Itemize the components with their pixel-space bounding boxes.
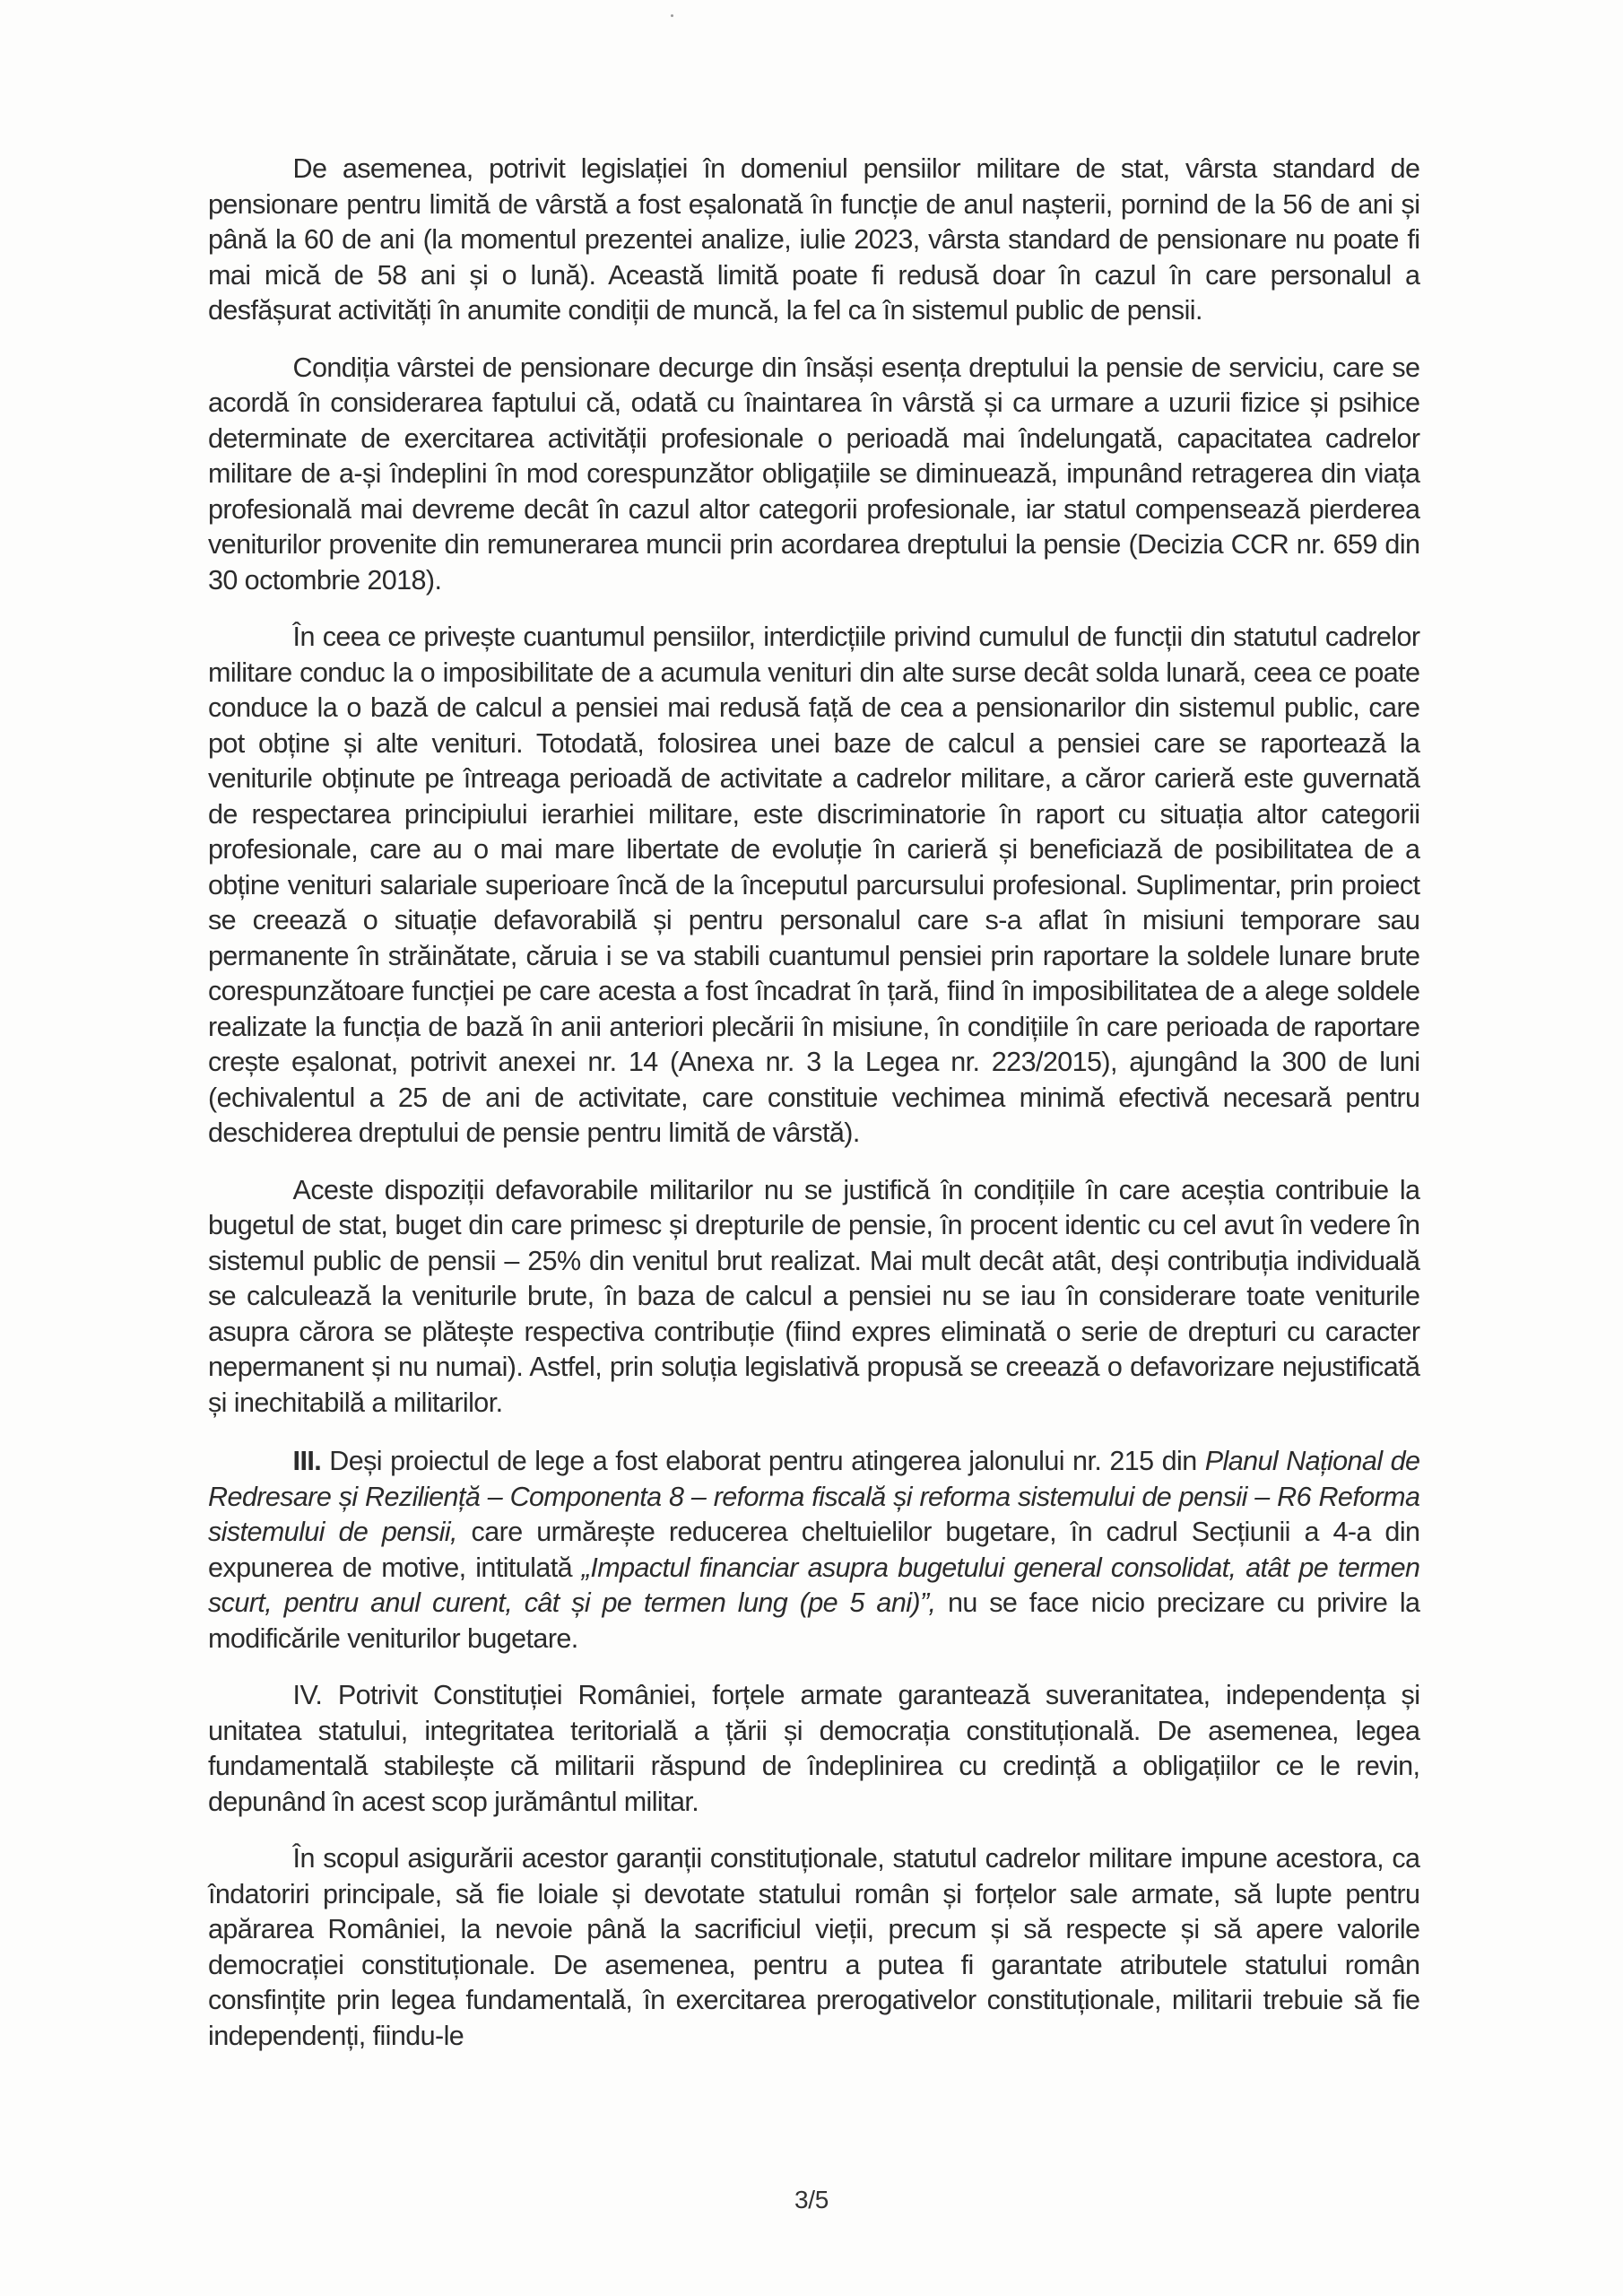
document-body (208, 151, 1438, 2074)
section-iii-text-1: Deși proiectul de lege a fost elaborat pentru atingerea jalonului nr. 215 din (321, 1445, 1205, 1476)
scan-speck (671, 14, 673, 17)
paragraph-pension-amount: În ceea ce privește cuantumul pensiilor, interdicțiile privind cumulul de funcții din statutul cadrelor militare conduc la o imposibilitate de a acumula venituri din alte surse decât solda lunară, ceea ce poate conduce la o bază de calcul a pensiei mai redusă față de cea a pensionarilor din sistemul public, care pot obține și alte venituri. Totodată, folosirea unei baze de calcul a pensiei care se raportează la veniturile obținute pe întreaga perioadă de activitate a cadrelor militare, a căror carieră este guvernată de respectarea principiului ierarhiei militare, este discriminatorie în raport cu situația altor categorii profesionale, care au o mai mare libertate de evoluție în carieră și beneficiază de posibilitatea de a obține venituri salariale superioare încă de la începutul parcursului profesional. Suplimentar, prin proiect se creează o situație defavorabilă și pentru personalul care s-a aflat în misiuni temporare sau permanente în străinătate, căruia i se va stabili cuantumul pensiei prin raportare la soldele lunare brute corespunzătoare funcției pe care acesta a fost încadrat în țară, fiind în imposibilitatea de a alege soldele realizate la funcția de bază în anii anteriori plecării în misiune, în condițiile în care perioada de raportare crește eșalonat, potrivit anexei nr. 14 (Anexa nr. 3 la Legea nr. 223/2015), ajungând la 300 de luni (echivalentul a 25 de ani de activitate, care constituie vechimea minimă efectivă necesară pentru deschiderea dreptului de pensie pentru limită de vârstă). (208, 621, 1420, 1148)
paragraph-age-condition: Condiția vârstei de pensionare decurge din însăși esența dreptului la pensie de serviciu, care se acordă în considerarea faptului că, odată cu înaintarea în vârstă și ca urmare a uzurii fizice și psihice determinate de exercitarea activității profesionale o perioadă mai îndelungată, capacitatea cadrelor militare de a-și îndeplini în mod corespunzător obligațiile se diminuează, impunând retragerea din viața profesională mai devreme decât în cazul altor categorii profesionale, iar statul compensează pierderea veniturilor provenite din remunerarea muncii prin acordarea dreptului la pensie (Decizia CCR nr. 659 din 30 octombrie 2018). (208, 351, 1420, 596)
section-iii-italic-1: Planul Național de Redresare și Reziliență – Componenta 8 – reforma fiscală și reforma sistemului de pensii – R6 Reforma sistemului de pensii, (208, 1445, 1420, 1547)
page-number: 3/5 (794, 2186, 829, 2213)
section-number-iv: IV. (292, 1679, 323, 1710)
section-number-iii: III. (292, 1445, 322, 1476)
paragraph-unfavorable-provisions: Aceste dispoziții defavorabile militarilor nu se justifică în condițiile în care aceștia contribuie la bugetul de stat, buget din care primesc și drepturile de pensie, în procent identic cu cel avut în vedere în sistemul public de pensii – 25% din venitul brut realizat. Mai mult decât atât, deși contribuția individuală se calculează la veniturile brute, în baza de calcul a pensiei nu se iau în considerare toate veniturile asupra cărora se plătește respectiva contribuție (fiind expres eliminată o serie de drepturi cu caracter nepermanent și nu numai). Astfel, prin soluția legislativă propusă se creează o defavorizare nejustificată și inechitabilă a militarilor. (208, 1173, 1420, 1418)
section-iii-italic-2: „Impactul financiar asupra bugetului general consolidat, atât pe termen scurt, pentru anul curent, cât și pe termen lung (pe 5 ani)”, (208, 1551, 1420, 1618)
paragraph-pensionable-age: De asemenea, potrivit legislației în domeniul pensiilor militare de stat, vârsta standard de pensionare pentru limită de vârstă a fost eșalonată în funcție de anul nașterii, pornind de la 56 de ani și până la 60 de ani (la momentul prezentei analize, iulie 2023, vârsta standard de pensionare nu poate fi mai mică de 58 ani și o lună). Această limită poate fi redusă doar în cazul în care personalul a desfășurat activități în anumite condiții de muncă, la fel ca în sistemul public de pensii. (208, 152, 1420, 326)
paragraph-section-iii (208, 1443, 1419, 1656)
section-iii-text-2: care urmărește reducerea cheltuielilor bugetare, în cadrul Secțiunii a 4-a din expunerea de motive, intitulată (208, 1516, 1420, 1583)
paragraph-constitutional-guarantees: În scopul asigurării acestor garanții constituționale, statutul cadrelor militare impune acestora, ca îndatoriri principale, să fie loiale și devotate statului român și forțelor sale armate, să lupte pentru apărarea României, la nevoie până la sacrificiul vieții, precum și să respecte și să apere valorile democrației constituționale. De asemenea, pentru a putea fi garantate atributele statului român consfințite prin legea fundamentală, în exercitarea prerogativelor constituționale, militarii trebuie să fie independenți, fiindu-le (208, 1842, 1420, 2051)
section-iii-text-3: nu se face nicio precizare cu privire la modificările veniturilor bugetare. (208, 1587, 1420, 1654)
paragraph-section-iv (208, 1677, 1419, 1819)
section-iv-text: Potrivit Constituției României, forțele armate garantează suveranitatea, independența și unitatea statului, integritatea teritorială a țării și democrația constituțională. De asemenea, legea fundamentală stabilește că militarii răspund de îndeplinirea cu credință a obligațiilor ce le revin, depunând în acest scop jurământul militar. (208, 1679, 1420, 1817)
